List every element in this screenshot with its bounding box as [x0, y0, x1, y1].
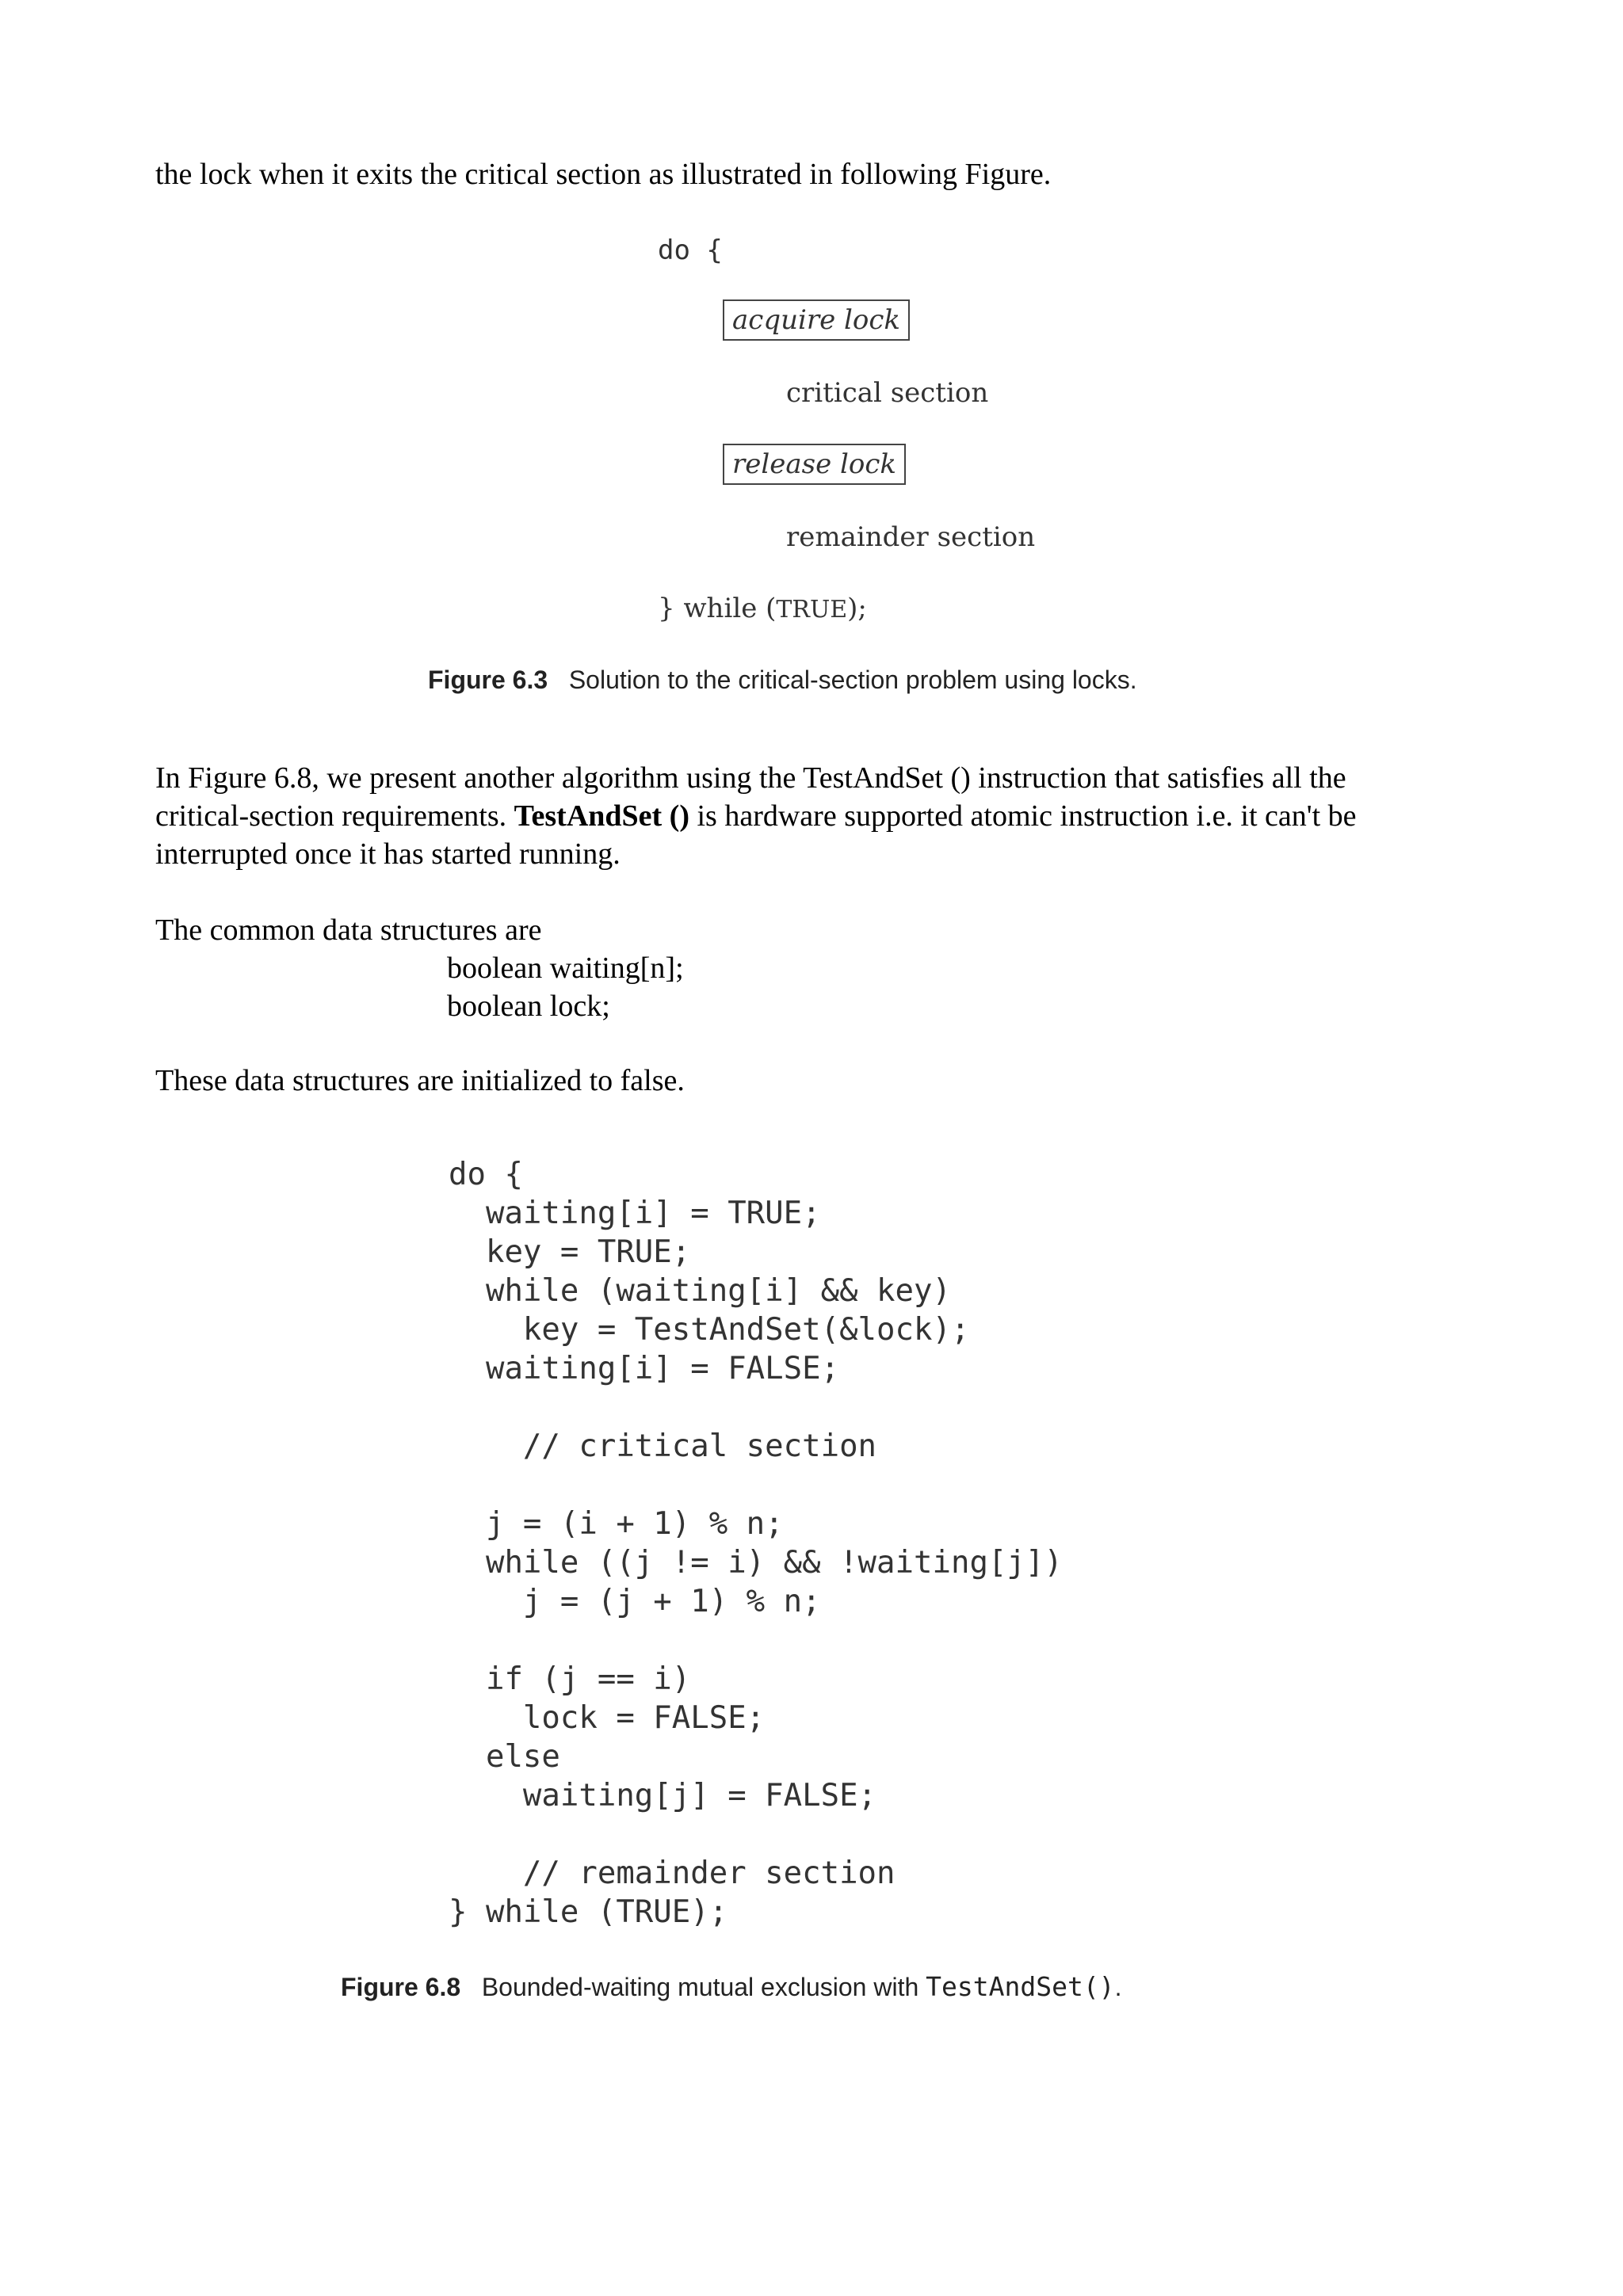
while-suffix: ); — [847, 593, 867, 624]
figure-6-8-caption — [341, 1971, 1121, 2002]
fig63-do-line: do { — [658, 235, 723, 266]
code-line: j = (j + 1) % n; — [449, 1584, 821, 1619]
code-line: lock = FALSE; — [449, 1700, 766, 1736]
code-line: waiting[i] = TRUE; — [449, 1196, 821, 1231]
para1-line2-pre: critical-section requirements. — [155, 799, 514, 833]
code-line: key = TestAndSet(&lock); — [449, 1312, 970, 1348]
code-line: key = TRUE; — [449, 1234, 691, 1270]
critical-section-label: critical section — [786, 377, 989, 409]
code-line: waiting[i] = FALSE; — [449, 1351, 840, 1386]
remainder-section-label: remainder section — [786, 521, 1036, 553]
code-line: } while (TRUE); — [449, 1894, 728, 1930]
para1-line2-post: is hardware supported atomic instruction i.e. it can't be — [689, 799, 1357, 833]
code-line: do { — [449, 1157, 523, 1192]
caption-code: TestAndSet() — [926, 1971, 1115, 2002]
para2-line2: boolean waiting[n]; — [447, 952, 684, 985]
para3: These data structures are initialized to false. — [155, 1064, 685, 1097]
para2-line1: The common data structures are — [155, 913, 542, 947]
while-prefix: } while ( — [658, 593, 777, 624]
code-line — [449, 1815, 1063, 1854]
para1-line2 — [155, 797, 1357, 835]
release-lock-box: release lock — [723, 444, 906, 485]
code-line — [449, 1388, 1063, 1427]
caption-text: Bounded-waiting mutual exclusion with — [481, 1973, 926, 2001]
code-line: else — [449, 1739, 560, 1775]
acquire-lock-box: acquire lock — [723, 299, 910, 341]
caption-text: Solution to the critical-section problem using locks. — [568, 666, 1137, 694]
para1-line1: In Figure 6.8, we present another algorithm using the TestAndSet () instruction that satisfies all the — [155, 761, 1346, 795]
code-block — [449, 1155, 1063, 1932]
code-line — [449, 1621, 1063, 1660]
para1-line3: interrupted once it has started running. — [155, 837, 621, 871]
intro-text: the lock when it exits the critical section as illustrated in following Figure. — [155, 158, 1052, 191]
caption-label: Figure 6.8 — [341, 1973, 461, 2001]
code-line — [449, 1466, 1063, 1505]
para2-line3: boolean lock; — [447, 990, 610, 1023]
fig63-while-line — [658, 593, 867, 624]
figure-6-3-caption — [428, 666, 1137, 695]
while-true: TRUE — [776, 596, 848, 624]
caption-end: . — [1114, 1973, 1122, 2001]
code-line: // critical section — [449, 1428, 877, 1464]
code-line: while (waiting[i] && key) — [449, 1273, 951, 1309]
code-line: if (j == i) — [449, 1661, 691, 1697]
code-line: while ((j != i) && !waiting[j]) — [449, 1545, 1063, 1581]
caption-label: Figure 6.3 — [428, 666, 548, 694]
code-line: waiting[j] = FALSE; — [449, 1778, 877, 1814]
code-line: j = (i + 1) % n; — [449, 1506, 784, 1542]
para1-line2-bold: TestAndSet () — [514, 799, 689, 833]
code-line: // remainder section — [449, 1855, 896, 1891]
